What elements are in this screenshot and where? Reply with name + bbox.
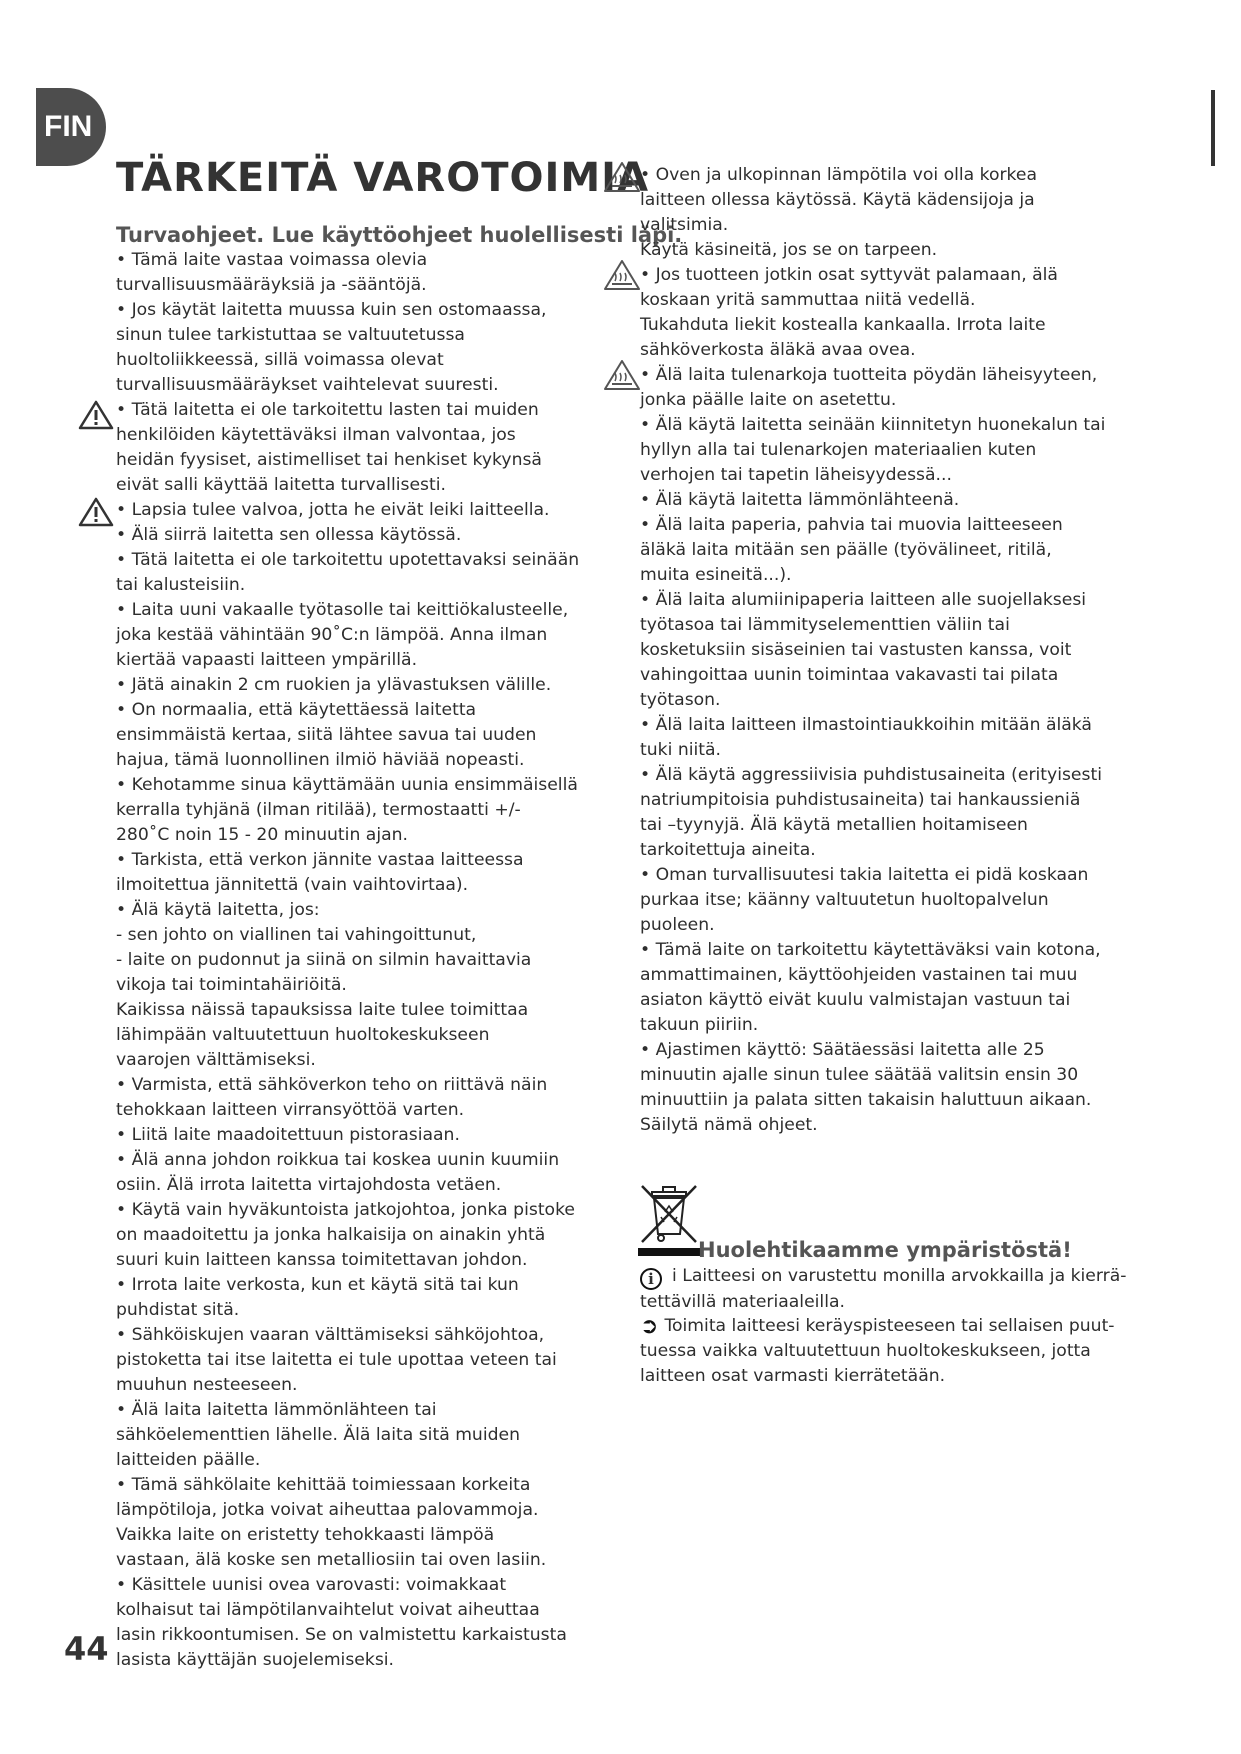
language-tab: FIN	[36, 88, 106, 166]
safety-paragraph: • Sähköiskujen vaaran välttämiseksi sähköjohtoa, pistoketta tai itse laitetta ei tule upottaa veteen tai muuhun nesteeseen.	[116, 1325, 557, 1395]
page-number: 44	[64, 1630, 109, 1668]
safety-paragraph: • Älä laita laitteen ilmastointiaukkoihin mitään äläkä tuki niitä.	[640, 715, 1092, 760]
safety-paragraph: • Käsittele uunisi ovea varovasti: voimakkaat kolhaisut tai lämpötilanvaihtelut voivat aiheuttaa lasin rikkoontumisen. Se on valmistettu karkaistusta lasista käyttäjän suojelemiseksi.	[116, 1575, 567, 1670]
safety-paragraph: • Älä laita laitetta lämmönlähteen tai sähköelementtien lähelle. Älä laita sitä muiden laitteiden päälle.	[116, 1400, 520, 1470]
safety-paragraph: • Tätä laitetta ei ole tarkoitettu lasten tai muiden henkilöiden käytettäväksi ilman valvontaa, jos heidän fyysiset, aistimelliset tai henkiset kykynsä eivät salli käyttää laitetta turvallisesti.	[116, 400, 542, 495]
arrow-icon: ➲	[640, 1314, 659, 1339]
safety-paragraph: • Lapsia tulee valvoa, jotta he eivät leiki laitteella.	[116, 500, 550, 520]
info-icon: i	[640, 1268, 662, 1290]
safety-paragraph: • Varmista, että sähköverkon teho on riittävä näin tehokkaan laitteen virransyöttöä varten.	[116, 1075, 548, 1120]
safety-paragraph: • Irrota laite verkosta, kun et käytä sitä tai kun puhdistat sitä.	[116, 1275, 519, 1320]
safety-paragraph: • Ajastimen käyttö: Säätäessäsi laitetta alle 25 minuutin ajalle sinun tulee säätää valitsin ensin 30 minuuttiin ja palata sitten takaisin haluttuun aikaan. Säilytä nämä ohjeet.	[640, 1040, 1092, 1135]
environment-title: Huolehtikaamme ympäristöstä!	[698, 1238, 1072, 1262]
safety-paragraph: • Älä laita alumiinipaperia laitteen alle suojellaksesi työtasoa tai lämmityselementtien väliin tai kosketuksiin sisäseinien tai vastusten kanssa, voit vahingoittaa uunin toimintaa vakavasti tai pilata työtason.	[640, 590, 1087, 710]
right-column	[640, 163, 1140, 1138]
safety-paragraph: • Älä laita tulenarkoja tuotteita pöydän läheisyyteen, jonka päälle laite on asetettu.	[640, 365, 1098, 410]
environment-info	[640, 1264, 1140, 1315]
environment-info-text: i Laitteesi on varustettu monilla arvokkailla ja kierrä- tettävillä materiaaleilla.	[640, 1266, 1127, 1312]
safety-paragraph: • Liitä laite maadoitettuun pistorasiaan.	[116, 1125, 460, 1145]
margin-rule	[1211, 90, 1215, 166]
safety-paragraph: • Kehotamme sinua käyttämään uunia ensimmäisellä kerralla tyhjänä (ilman ritilää), termostaatti +/- 280˚C noin 15 - 20 minuutin ajan.	[116, 775, 578, 845]
safety-paragraph: • Älä anna johdon roikkua tai koskea uunin kuumiin osiin. Älä irrota laitetta virtajohdosta vetäen.	[116, 1150, 560, 1195]
safety-paragraph: • Oman turvallisuutesi takia laitetta ei pidä koskaan purkaa itse; käänny valtuutetun huoltopalvelun puoleen.	[640, 865, 1089, 935]
safety-paragraph: • Käytä vain hyväkuntoista jatkojohtoa, jonka pistoke on maadoitettu ja jonka halkaisija on ainakin yhtä suuri kuin laitteen kanssa toimitettavan johdon.	[116, 1200, 575, 1270]
safety-paragraph: • Tämä sähkölaite kehittää toimiessaan korkeita lämpötiloja, jotka voivat aiheuttaa palovammoja. Vaikka laite on eristetty tehokkaasti lämpöä vastaan, älä koske sen metalliosiin tai oven lasiin.	[116, 1475, 547, 1570]
safety-paragraph: • Jätä ainakin 2 cm ruokien ja ylävastuksen välille.	[116, 675, 552, 695]
environment-recycle-text: Toimita laitteesi keräyspisteeseen tai sellaisen puut- tuessa vaikka valtuutettuun huoltokeskukseen, jotta laitteen osat varmasti kierrätetään.	[640, 1316, 1115, 1386]
safety-paragraph: • Älä käytä laitetta seinään kiinnitetyn huonekalun tai hyllyn alla tai tulenarkojen materiaalien kuten verhojen tai tapetin läheisyydessä...	[640, 415, 1106, 485]
hot-surface-icon	[603, 161, 641, 193]
safety-paragraph: • On normaalia, että käytettäessä laitetta ensimmäistä kertaa, siitä lähtee savua tai uuden hajua, tämä luonnollinen ilmiö häviää nopeasti.	[116, 700, 537, 770]
safety-paragraph: • Älä käytä laitetta, jos: - sen johto on viallinen tai vahingoittunut, - laite on pudonnut ja siinä on silmin havaittavia vikoja tai toimintahäiriöitä. Kaikissa näissä tapauksissa laite tulee toimittaa lähimpään valtuutettuun huoltokeskukseen vaarojen välttämiseksi.	[116, 900, 532, 1070]
crossed-bin-icon	[638, 1182, 700, 1258]
warning-triangle-icon	[78, 400, 114, 430]
safety-paragraph: • Tämä laite on tarkoitettu käytettäväksi vain kotona, ammattimainen, käyttöohjeiden vastainen tai muu asiaton käyttö eivät kuulu valmistajan vastuun tai takuun piiriin.	[640, 940, 1101, 1035]
safety-paragraph: • Tämä laite vastaa voimassa olevia turvallisuusmääräyksiä ja -sääntöjä.	[116, 250, 428, 295]
environment-recycle	[640, 1314, 1140, 1389]
safety-paragraph: • Jos tuotteen jotkin osat syttyvät palamaan, älä koskaan yritä sammuttaa niitä vedellä. Tukahduta liekit kostealla kankaalla. Irrota laite sähköverkosta äläkä avaa ovea.	[640, 265, 1058, 360]
safety-paragraph: • Laita uuni vakaalle työtasolle tai keittiökalusteelle, joka kestää vähintään 90˚C:n lämpöä. Anna ilman kiertää vapaasti laitteen ympärillä.	[116, 600, 569, 670]
safety-paragraph: • Oven ja ulkopinnan lämpötila voi olla korkea laitteen ollessa käytössä. Käytä kädensijoja ja valitsimia. Käytä käsineitä, jos se on tarpeen.	[640, 165, 1038, 260]
safety-paragraph: • Älä käytä laitetta lämmönlähteenä.	[640, 490, 960, 510]
safety-paragraph: • Jos käytät laitetta muussa kuin sen ostomaassa, sinun tulee tarkistuttaa se valtuutetussa huoltoliikkeessä, sillä voimassa olevat turvallisuusmääräykset vaihtelevat suuresti.	[116, 300, 547, 395]
safety-paragraph: • Tätä laitetta ei ole tarkoitettu upotettavaksi seinään tai kalusteisiin.	[116, 550, 580, 595]
safety-paragraph: • Älä laita paperia, pahvia tai muovia laitteeseen äläkä laita mitään sen päälle (työvälineet, ritilä, muita esineitä...).	[640, 515, 1063, 585]
left-column	[116, 248, 616, 1673]
page-title: TÄRKEITÄ VAROTOIMIA	[116, 155, 650, 201]
safety-paragraph: • Älä siirrä laitetta sen ollessa käytössä.	[116, 525, 462, 545]
safety-paragraph: • Tarkista, että verkon jännite vastaa laitteessa ilmoitettua jännitettä (vain vaihtovirtaa).	[116, 850, 524, 895]
section-subtitle: Turvaohjeet. Lue käyttöohjeet huolellisesti läpi.	[116, 223, 683, 247]
safety-paragraph: • Älä käytä aggressiivisia puhdistusaineita (erityisesti natriumpitoisia puhdistusaineita) tai hankaussieniä tai –tyynyjä. Älä käytä metallien hoitamiseen tarkoitettuja aineita.	[640, 765, 1102, 860]
warning-triangle-icon	[78, 497, 114, 527]
